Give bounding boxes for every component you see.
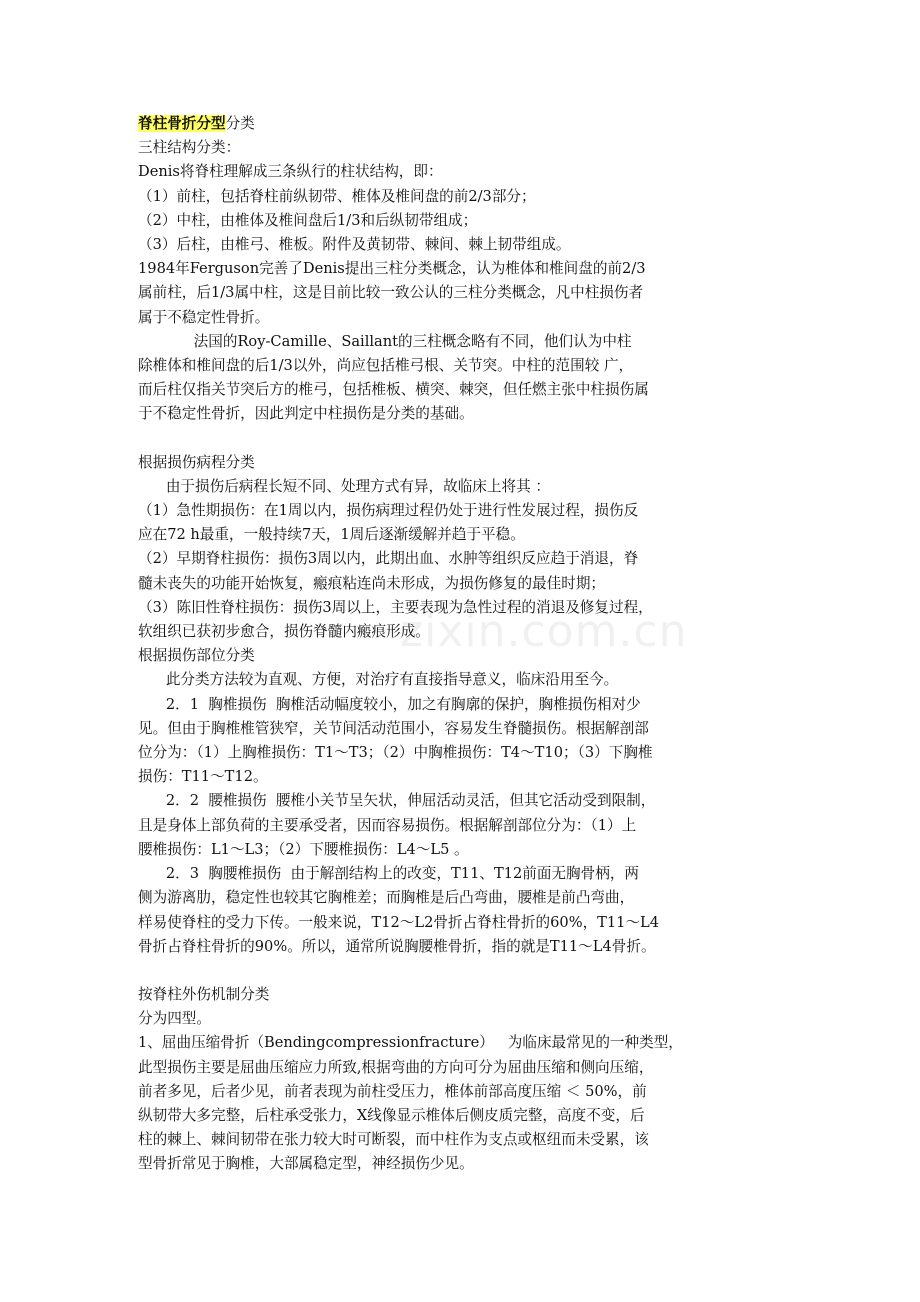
section3-line: 且是身体上部负荷的主要承受者，因而容易损伤。根据解剖部位分为：（1）上 [138, 816, 637, 834]
section1-line: （3）后柱，由椎弓、椎板。附件及黄韧带、棘间、棘上韧带组成。 [138, 236, 571, 254]
section4-line: 1、屈曲压缩骨折（Bendingcompressionfracture） 为临床最常见的一种类型， [138, 1034, 683, 1052]
section3-line: 侧为游离肋，稳定性也较其它胸椎差；而胸椎是后凸弯曲，腰椎是前凸弯曲， [138, 889, 635, 907]
france-line: 法国的Roy-Camille、Saillant的三柱概念略有不同，他们认为中柱 [138, 332, 632, 350]
section2-line: 软组织已获初步愈合，损伤脊髓内瘢痕形成。 [138, 623, 430, 641]
france-line: 于不稳定性骨折，因此判定中柱损伤是分类的基础。 [138, 405, 474, 423]
title-highlight: 脊柱骨折分型 [138, 115, 226, 132]
section4-line: 分为四型。 [138, 1010, 211, 1028]
ferguson-line: 1984年Ferguson完善了Denis提出三柱分类概念，认为椎体和椎间盘的前2/3 [138, 260, 646, 278]
section3-line: 2．2 腰椎损伤 腰椎小关节呈矢状，伸屈活动灵活，但其它活动受到限制， [138, 792, 656, 810]
spacer [138, 427, 788, 451]
document-title [138, 112, 788, 136]
section2-line: （1）急性期损伤：在1周以内，损伤病理过程仍处于进行性发展过程，损伤反 [138, 502, 639, 520]
watermark: zixin.com.cn [400, 606, 688, 657]
section4-line: 柱的棘上、棘间韧带在张力较大时可断裂，而中柱作为支点或枢纽而未受累，该 [138, 1131, 649, 1149]
france-line: 而后柱仅指关节突后方的椎弓，包括椎板、横突、棘突，但任燃主张中柱损伤属 [138, 381, 649, 399]
section4-heading: 按脊柱外伤机制分类 [138, 985, 270, 1003]
section4-line: 型骨折常见于胸椎，大部属稳定型，神经损伤少见。 [138, 1155, 474, 1173]
section2-line: （3）陈旧性脊柱损伤：损伤3周以上，主要表现为急性过程的消退及修复过程， [138, 598, 653, 616]
section3-heading: 根据损伤部位分类 [138, 647, 255, 665]
section2-heading: 根据损伤病程分类 [138, 453, 255, 471]
section1-heading: 三柱结构分类： [138, 139, 241, 157]
section3-line: 2．3 胸腰椎损伤 由于解剖结构上的改变，T11、T12前面无胸骨柄，两 [138, 865, 640, 883]
title-rest: 分类 [225, 115, 255, 132]
spacer [138, 959, 788, 983]
document-body [138, 112, 788, 1177]
section3-line: 见。但由于胸椎椎管狭窄，关节间活动范围小，容易发生脊髓损伤。根据解剖部 [138, 719, 649, 737]
ferguson-line: 属于不稳定性骨折。 [138, 308, 270, 326]
section1-line: （1）前柱，包括脊柱前纵韧带、椎体及椎间盘的前2/3部分； [138, 187, 536, 205]
section2-line: （2）早期脊柱损伤：损伤3周以内，此期出血、水肿等组织反应趋于消退，脊 [138, 550, 639, 568]
section3-line: 样易使脊柱的受力下传。一般来说，T12～L2骨折占脊柱骨折的60%，T11～L4 [138, 913, 660, 931]
section1-line: （2）中柱，由椎体及椎间盘后1/3和后纵韧带组成； [138, 211, 478, 229]
section2-line: 髓未丧失的功能开始恢复，瘢痕粘连尚未形成，为损伤修复的最佳时期； [138, 574, 606, 592]
section3-line: 位分为：（1）上胸椎损伤：T1～T3；（2）中胸椎损伤：T4～T10；（3）下胸椎 [138, 744, 653, 762]
section3-line: 损伤：T11～T12。 [138, 768, 268, 786]
section3-line: 骨折占脊柱骨折的90%。所以，通常所说胸腰椎骨折，指的就是T11～L4骨折。 [138, 937, 656, 955]
ferguson-line: 属前柱，后1/3属中柱，这是目前比较一致公认的三柱分类概念，凡中柱损伤者 [138, 284, 644, 302]
section2-line: 由于损伤后病程长短不同、处理方式有异，故临床上将其 ： [138, 477, 550, 495]
section4-line: 此型损伤主要是屈曲压缩应力所致,根据弯曲的方向可分为屈曲压缩和侧向压缩， [138, 1058, 654, 1076]
section3-line: 2．1 胸椎损伤 胸椎活动幅度较小，加之有胸廓的保护，胸椎损伤相对少 [138, 695, 641, 713]
france-line: 除椎体和椎间盘的后1/3以外，尚应包括椎弓根、关节突。中柱的范围较 广， [138, 357, 634, 375]
section2-line: 应在72 h最重，一般持续7天，1周后逐渐缓解并趋于平稳。 [138, 526, 525, 544]
section4-line: 纵韧带大多完整，后柱承受张力，X线像显示椎体后侧皮质完整，高度不变，后 [138, 1106, 645, 1124]
section3-line: 腰椎损伤：L1～L3；（2）下腰椎损伤：L4～L5 。 [138, 840, 469, 858]
section1-line: Denis将脊柱理解成三条纵行的柱状结构，即： [138, 163, 443, 181]
section4-line: 前者多见，后者少见，前者表现为前柱受压力，椎体前部高度压缩 ＜ 50%，前 [138, 1082, 647, 1100]
section3-line: 此分类方法较为直观、方便，对治疗有直接指导意义，临床沿用至今。 [138, 671, 619, 689]
